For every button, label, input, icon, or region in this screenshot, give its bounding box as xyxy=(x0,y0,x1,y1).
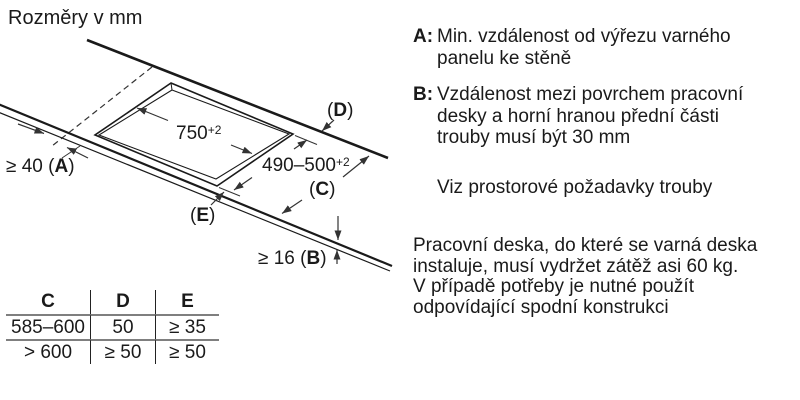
cutout-corner-tick xyxy=(171,83,172,90)
table-cell: 50 xyxy=(91,314,156,339)
legend-item-b xyxy=(413,84,788,149)
dim-width-arrow-right xyxy=(231,145,252,154)
dim-a-arrow-right xyxy=(18,124,44,134)
legend-item-a xyxy=(413,26,788,69)
dim-d-arrow xyxy=(322,120,334,131)
dim-depth-arrow-upper xyxy=(294,140,307,149)
dim-e-arrow xyxy=(211,192,224,205)
oven-requirements-note: Viz prostorové požadavky trouby xyxy=(437,177,713,198)
legend-text-a: Min. vzdálenost od výřezu varného panelu ke stěně xyxy=(437,26,731,69)
table-cell: ≥ 35 xyxy=(156,314,219,339)
label-b: ≥ 16 (B) xyxy=(258,248,327,269)
legend-key-b: B: xyxy=(413,84,434,105)
label-a: ≥ 40 (A) xyxy=(6,156,75,177)
dim-width-arrow-left xyxy=(137,108,168,121)
legend-key-a: A: xyxy=(413,26,434,47)
worktop-back-edge xyxy=(87,40,388,158)
table-row xyxy=(6,314,219,339)
page-title: Rozměry v mm xyxy=(8,7,143,29)
wall-dashed-line xyxy=(52,67,152,146)
legend xyxy=(413,26,788,149)
table-header-d: D xyxy=(91,290,156,314)
dim-c-arrow-lower xyxy=(282,200,302,214)
table-header-c: C xyxy=(6,290,91,314)
dim-width-label: $750^{+2}$ xyxy=(176,123,222,144)
table-header-row xyxy=(6,290,219,314)
dim-width-tolerance: +2 xyxy=(207,123,222,137)
label-c: (C) xyxy=(309,179,336,200)
worktop-load-note: Pracovní deska, do které se varná deska instaluje, musí vydržet zátěž asi 60 kg. V případě potřeby je nutné použít odpovídající spodní konstrukci xyxy=(413,235,758,318)
table-cell: ≥ 50 xyxy=(91,339,156,364)
dim-depth-label: $490-500^{+2}$ xyxy=(262,155,350,176)
table-row xyxy=(6,339,219,364)
legend-text-b: Vzdálenost mezi povrchem pracovní desky a horní hranou přední části trouby musí být 30 mm xyxy=(437,84,744,148)
table-cell: > 600 xyxy=(6,339,91,364)
dimension-table xyxy=(6,290,219,364)
table-cell: ≥ 50 xyxy=(156,339,219,364)
label-e: (E) xyxy=(190,205,216,226)
table-header-e: E xyxy=(181,291,194,312)
dim-depth-tolerance: +2 xyxy=(335,155,350,169)
dim-depth-arrow-lower xyxy=(234,178,252,191)
table-cell: 585–600 xyxy=(6,314,91,339)
label-d: (D) xyxy=(327,100,354,121)
